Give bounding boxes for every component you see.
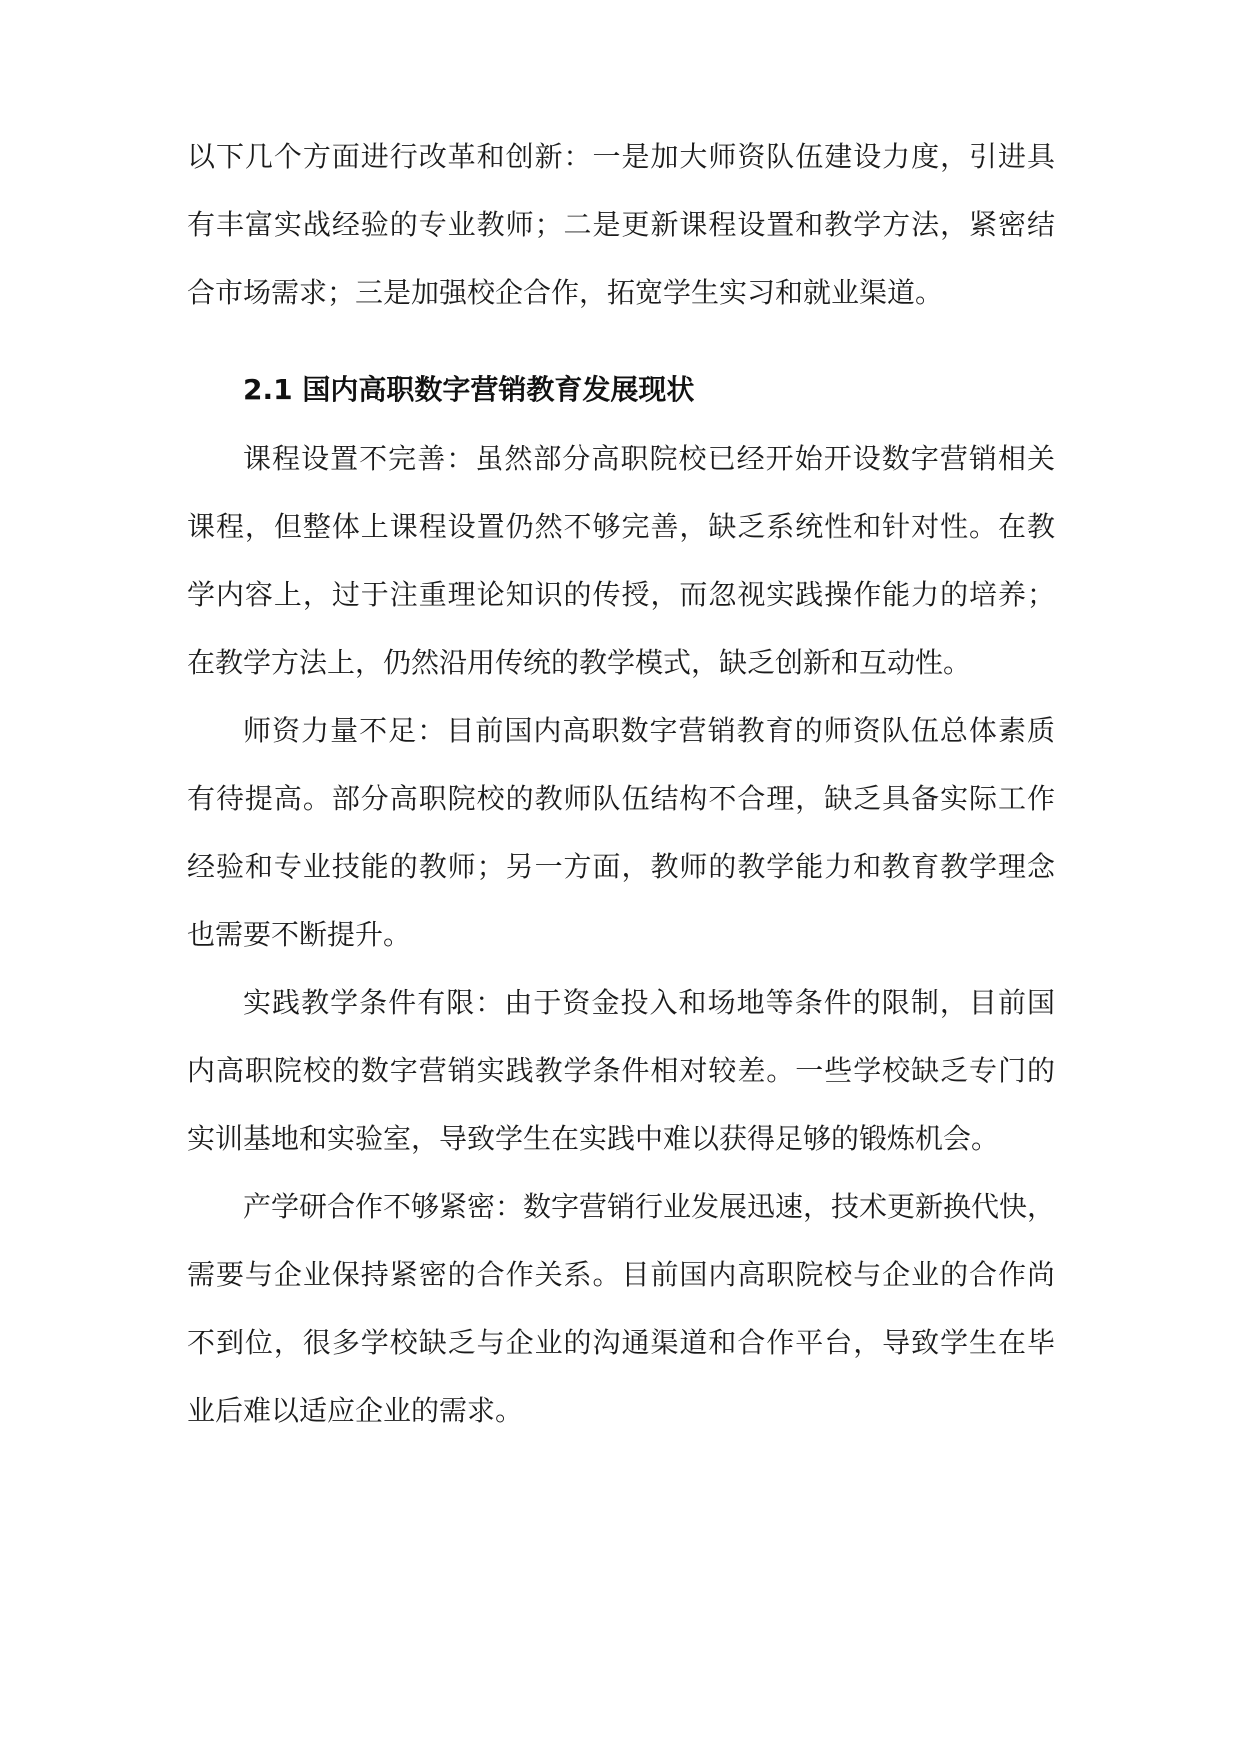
text-line: 实践教学条件有限：由于资金投入和场地等条件的限制，目前国 xyxy=(243,986,1055,1019)
intro-paragraph xyxy=(187,138,1055,312)
text-line: 师资力量不足：目前国内高职数字营销教育的师资队伍总体素质 xyxy=(243,714,1055,747)
text-line: 在教学方法上，仍然沿用传统的教学模式，缺乏创新和互动性。 xyxy=(187,646,972,679)
text-line: 课程设置不完善：虽然部分高职院校已经开始开设数字营销相关 xyxy=(243,442,1055,475)
text-line: 以下几个方面进行改革和创新：一是加大师资队伍建设力度，引进具 xyxy=(187,140,1055,173)
text-line: 实训基地和实验室，导致学生在实践中难以获得足够的锻炼机会。 xyxy=(187,1122,1000,1155)
paragraph-curriculum xyxy=(187,440,1055,682)
text-line: 学内容上，过于注重理论知识的传授，而忽视实践操作能力的培养； xyxy=(187,578,1055,611)
text-line: 有丰富实战经验的专业教师；二是更新课程设置和教学方法，紧密结 xyxy=(187,208,1055,241)
text-line: 内高职院校的数字营销实践教学条件相对较差。一些学校缺乏专门的 xyxy=(187,1054,1055,1087)
section-heading: 2.1 国内高职数字营销教育发展现状 xyxy=(243,373,695,406)
text-line: 课程，但整体上课程设置仍然不够完善，缺乏系统性和针对性。在教 xyxy=(187,510,1055,543)
text-line: 业后难以适应企业的需求。 xyxy=(187,1394,524,1427)
text-line: 合市场需求；三是加强校企合作，拓宽学生实习和就业渠道。 xyxy=(187,276,944,309)
text-line: 不到位，很多学校缺乏与企业的沟通渠道和合作平台，导致学生在毕 xyxy=(187,1326,1055,1359)
paragraph-cooperation xyxy=(187,1188,1055,1430)
text-line: 也需要不断提升。 xyxy=(187,918,412,951)
paragraph-practice xyxy=(187,984,1055,1158)
document-body xyxy=(187,138,1055,1430)
text-line: 产学研合作不够紧密：数字营销行业发展迅速，技术更新换代快， xyxy=(243,1190,1056,1223)
text-line: 需要与企业保持紧密的合作关系。目前国内高职院校与企业的合作尚 xyxy=(187,1258,1055,1291)
text-line: 有待提高。部分高职院校的教师队伍结构不合理，缺乏具备实际工作 xyxy=(187,782,1055,815)
paragraph-faculty xyxy=(187,712,1055,954)
text-line: 经验和专业技能的教师；另一方面，教师的教学能力和教育教学理念 xyxy=(187,850,1055,883)
